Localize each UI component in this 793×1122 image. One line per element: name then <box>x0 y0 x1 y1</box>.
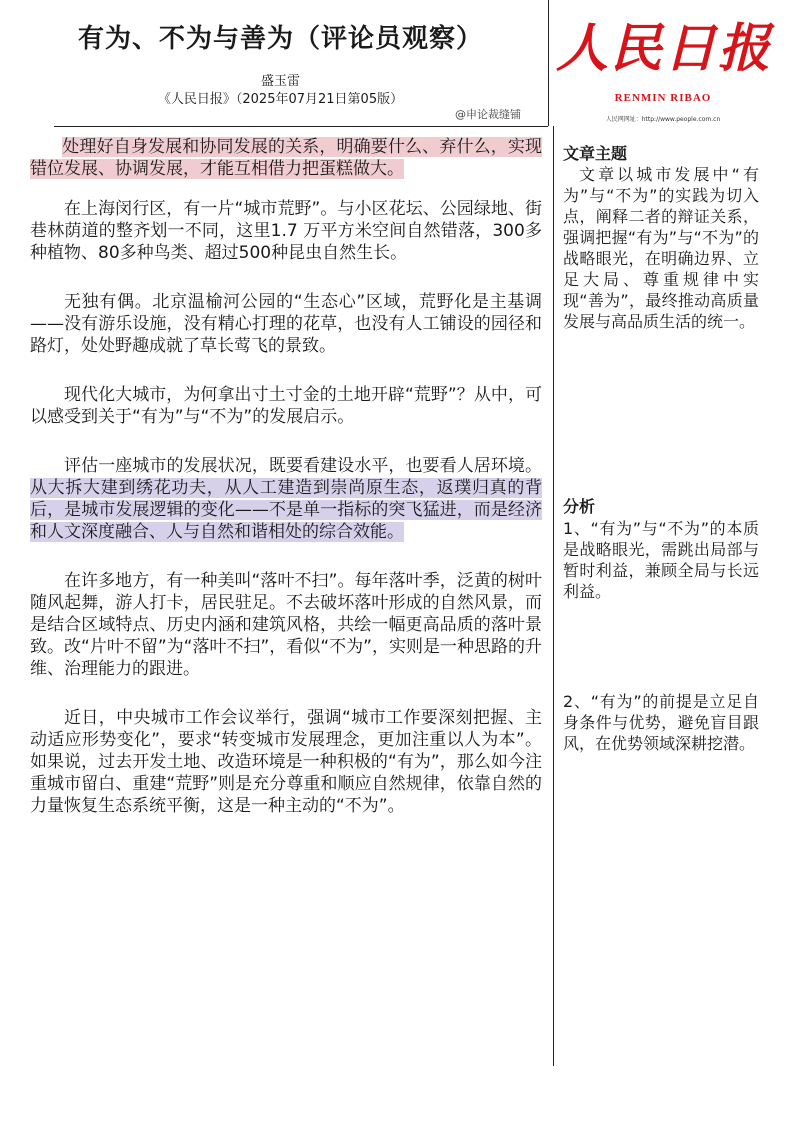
column-divider <box>553 126 554 1066</box>
paragraph-2: 无独有偶。北京温榆河公园的“生态心”区域，荒野化是主基调——没有游乐设施，没有精心打理的花草，也没有人工铺设的园径和路灯，处处野趣成就了草长莺飞的景致。 <box>30 292 542 356</box>
paragraph-4-text: 评估一座城市的发展状况，既要看建设水平，也要看人居环境。 <box>64 456 542 476</box>
theme-body: 文章以城市发展中“有为”与“不为”的实践为切入点，阐释二者的辩证关系，强调把握“有为”与“不为”的战略眼光，在明确边界、立足大局、尊重规律中实现“善为”，最终推动高质量发展与高品质生活的统一。 <box>563 165 759 331</box>
header-divider-vertical <box>548 0 549 126</box>
paragraph-4-highlight: 从大拆大建到绣花功夫，从人工建造到崇尚原生态，返璞归真的背后，是城市发展逻辑的变化——不是单一指标的突飞猛进，而是经济和人文深度融合、人与自然和谐相处的综合效能。 <box>30 478 542 542</box>
logo-name-cn: 人民日报 <box>556 18 773 79</box>
paragraph-5: 在许多地方，有一种美叫“落叶不扫”。每年落叶季，泛黄的树叶随风起舞，游人打卡，居民驻足。不去破坏落叶形成的自然风景，而是结合区域特点、历史内涵和建筑风格，共绘一幅更高品质的落叶景致。改“片叶不留”为“落叶不扫”，看似“不为”，实则是一种思路的升维、治理能力的跟进。 <box>30 571 542 679</box>
paragraph-3: 现代化大城市，为何拿出寸土寸金的土地开辟“荒野”？从中，可以感受到关于“有为”与“不为”的发展启示。 <box>30 385 542 427</box>
lead-paragraph <box>30 136 542 180</box>
author-name: 盛玉雷 <box>260 74 300 89</box>
side-notes <box>563 143 759 753</box>
lead-highlight: 处理好自身发展和协同发展的关系，明确要什么、弃什么，实现错位发展、协调发展，才能互相借力把蛋糕做大。 <box>30 137 542 179</box>
logo-name-en: RENMIN RIBAO <box>614 92 712 104</box>
paragraph-1: 在上海闵行区，有一片“城市荒野”。与小区花坛、公园绿地、街巷林荫道的整齐划一不同，这里1.7 万平方米空间自然错落，300多种植物、80多种鸟类、超过500种昆虫自然生长。 <box>30 199 542 263</box>
article-title: 有为、不为与善为（评论员观察） <box>77 24 483 54</box>
watermark: @申论裁缝铺 <box>455 108 521 121</box>
article-body <box>30 136 542 844</box>
paragraph-6: 近日，中央城市工作会议举行，强调“城市工作要深刻把握、主动适应形势变化”，要求“转变城市发展理念，更加注重以人为本”。如果说，过去开发土地、改造环境是一种积极的“有为”，那么如今注重城市留白、重建“荒野”则是充分尊重和顺应自然规律，依靠自然的力量恢复生态系统平衡，这是一种主动的“不为”。 <box>30 708 542 816</box>
header-divider-horizontal <box>54 126 548 127</box>
newspaper-logo <box>556 6 773 124</box>
analysis-point-1: 1、“有为”与“不为”的本质是战略眼光，需跳出局部与暂时利益，兼顾全局与长远利益。 <box>563 519 759 601</box>
theme-heading: 文章主题 <box>563 144 628 163</box>
analysis-point-2: 2、“有为”的前提是立足自身条件与优势，避免盲目跟风，在优势领域深耕挖潜。 <box>563 692 759 753</box>
source-line: 《人民日报》（2025年07月21日第05版） <box>157 92 404 107</box>
paragraph-4 <box>30 455 542 543</box>
logo-website: 人民网网址：http://www.people.com.cn <box>605 116 721 123</box>
analysis-heading: 分析 <box>563 497 596 516</box>
